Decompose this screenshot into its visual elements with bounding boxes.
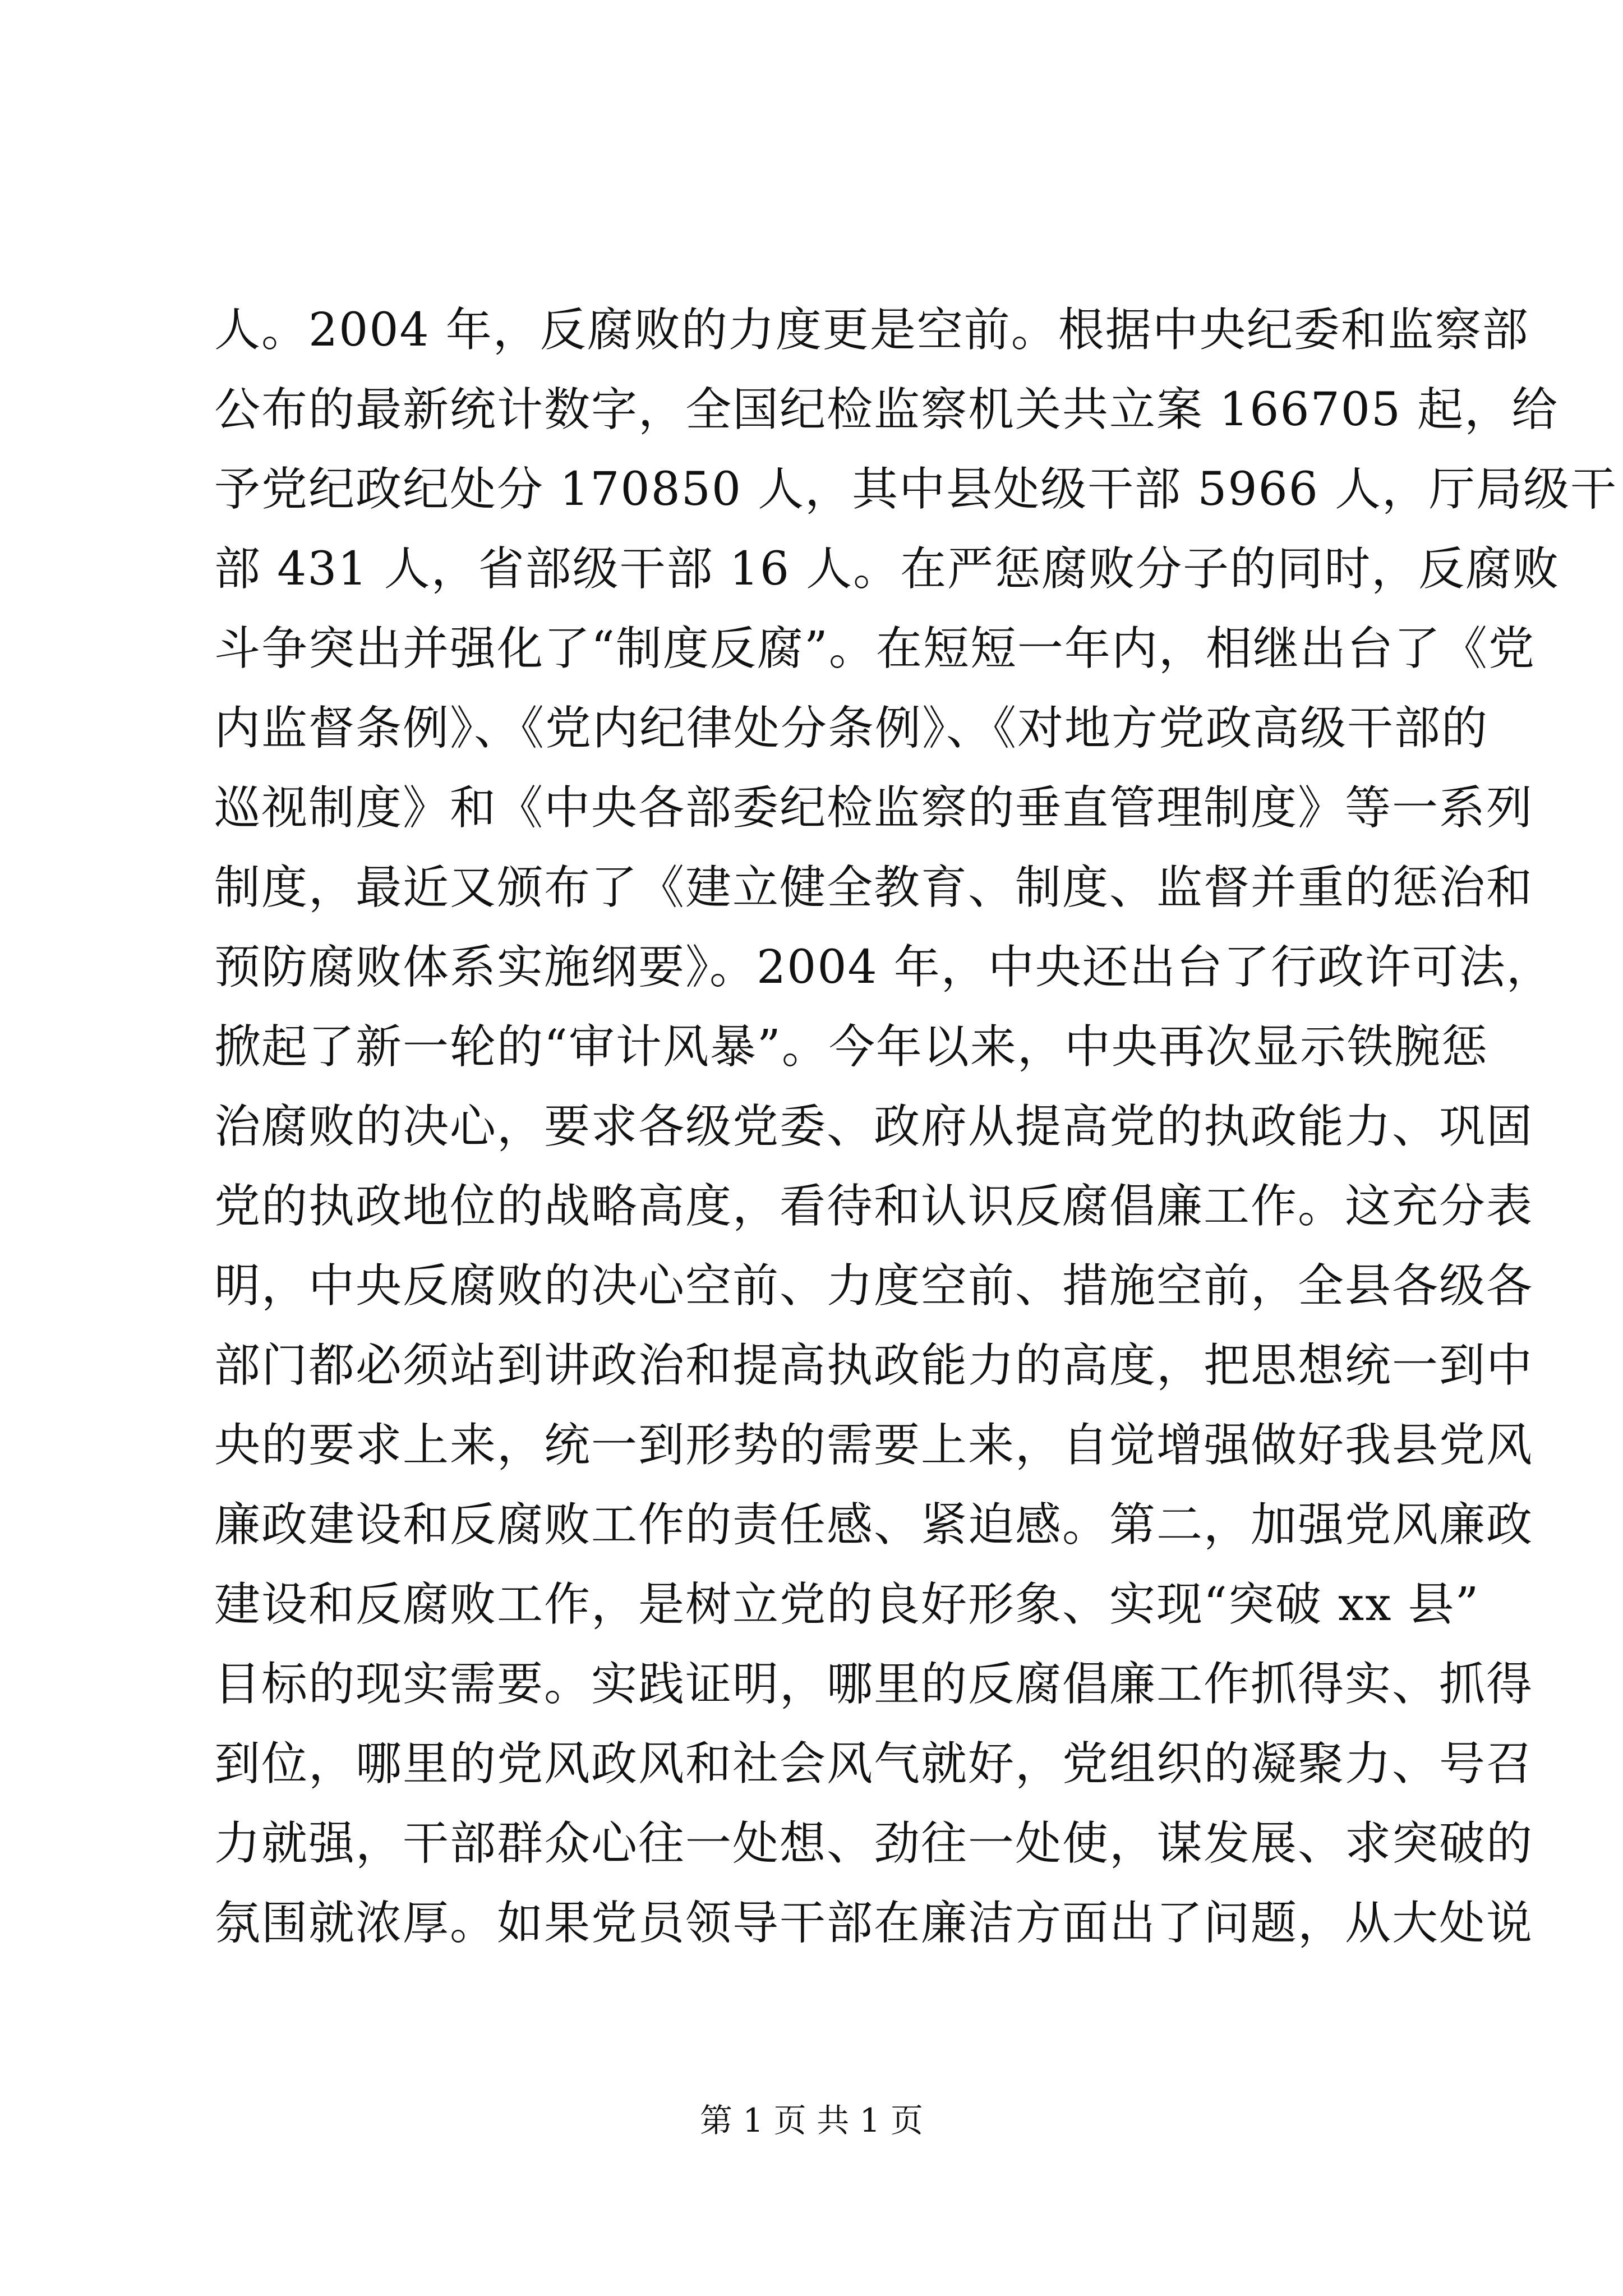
- page-number-label: 第 1 页 共 1 页: [700, 2101, 923, 2139]
- text-line: 到位，哪里的党风政风和社会风气就好，党组织的凝聚力、号召: [214, 1737, 1534, 1791]
- text-line: 氛围就浓厚。如果党员领导干部在廉洁方面出了问题，从大处说: [214, 1897, 1534, 1950]
- text-line: 予党纪政纪处分 170850 人，其中县处级干部 5966 人，厅局级干: [214, 463, 1617, 516]
- text-line: 掀起了新一轮的“审计风暴”。今年以来，中央再次显示铁腕惩: [214, 1020, 1488, 1074]
- page-footer: [0, 2098, 1623, 2143]
- text-line: 预防腐败体系实施纲要》。2004 年，中央还出台了行政许可法，: [214, 941, 1553, 994]
- text-line: 党的执政地位的战略高度，看待和认识反腐倡廉工作。这充分表: [214, 1180, 1534, 1233]
- text-line: 部 431 人，省部级干部 16 人。在严惩腐败分子的同时，反腐败: [214, 542, 1560, 596]
- text-line: 央的要求上来，统一到形势的需要上来，自觉增强做好我县党风: [214, 1419, 1534, 1472]
- text-line: 内监督条例》、《党内纪律处分条例》、《对地方党政高级干部的: [214, 702, 1489, 755]
- text-line: 公布的最新统计数字，全国纪检监察机关共立案 166705 起，给: [214, 383, 1559, 436]
- text-line: 斗争突出并强化了“制度反腐”。在短短一年内，相继出台了《党: [214, 622, 1536, 675]
- text-line: 制度，最近又颁布了《建立健全教育、制度、监督并重的惩治和: [214, 861, 1534, 914]
- text-line: 治腐败的决心，要求各级党委、政府从提高党的执政能力、巩固: [214, 1100, 1534, 1153]
- text-line: 巡视制度》和《中央各部委纪检监察的垂直管理制度》等一系列: [214, 781, 1534, 835]
- body-text: [214, 291, 1617, 1963]
- text-line: 人。2004 年，反腐败的力度更是空前。根据中央纪委和监察部: [214, 303, 1529, 357]
- text-line: 力就强，干部群众心往一处想、劲往一处使，谋发展、求突破的: [214, 1817, 1534, 1870]
- text-line: 廉政建设和反腐败工作的责任感、紧迫感。第二，加强党风廉政: [214, 1498, 1534, 1552]
- text-line: 建设和反腐败工作，是树立党的良好形象、实现“突破 xx 县”: [214, 1578, 1480, 1631]
- text-line: 明，中央反腐败的决心空前、力度空前、措施空前，全县各级各: [214, 1259, 1534, 1313]
- text-line: 目标的现实需要。实践证明，哪里的反腐倡廉工作抓得实、抓得: [214, 1658, 1534, 1711]
- text-line: 部门都必须站到讲政治和提高执政能力的高度，把思想统一到中: [214, 1339, 1534, 1392]
